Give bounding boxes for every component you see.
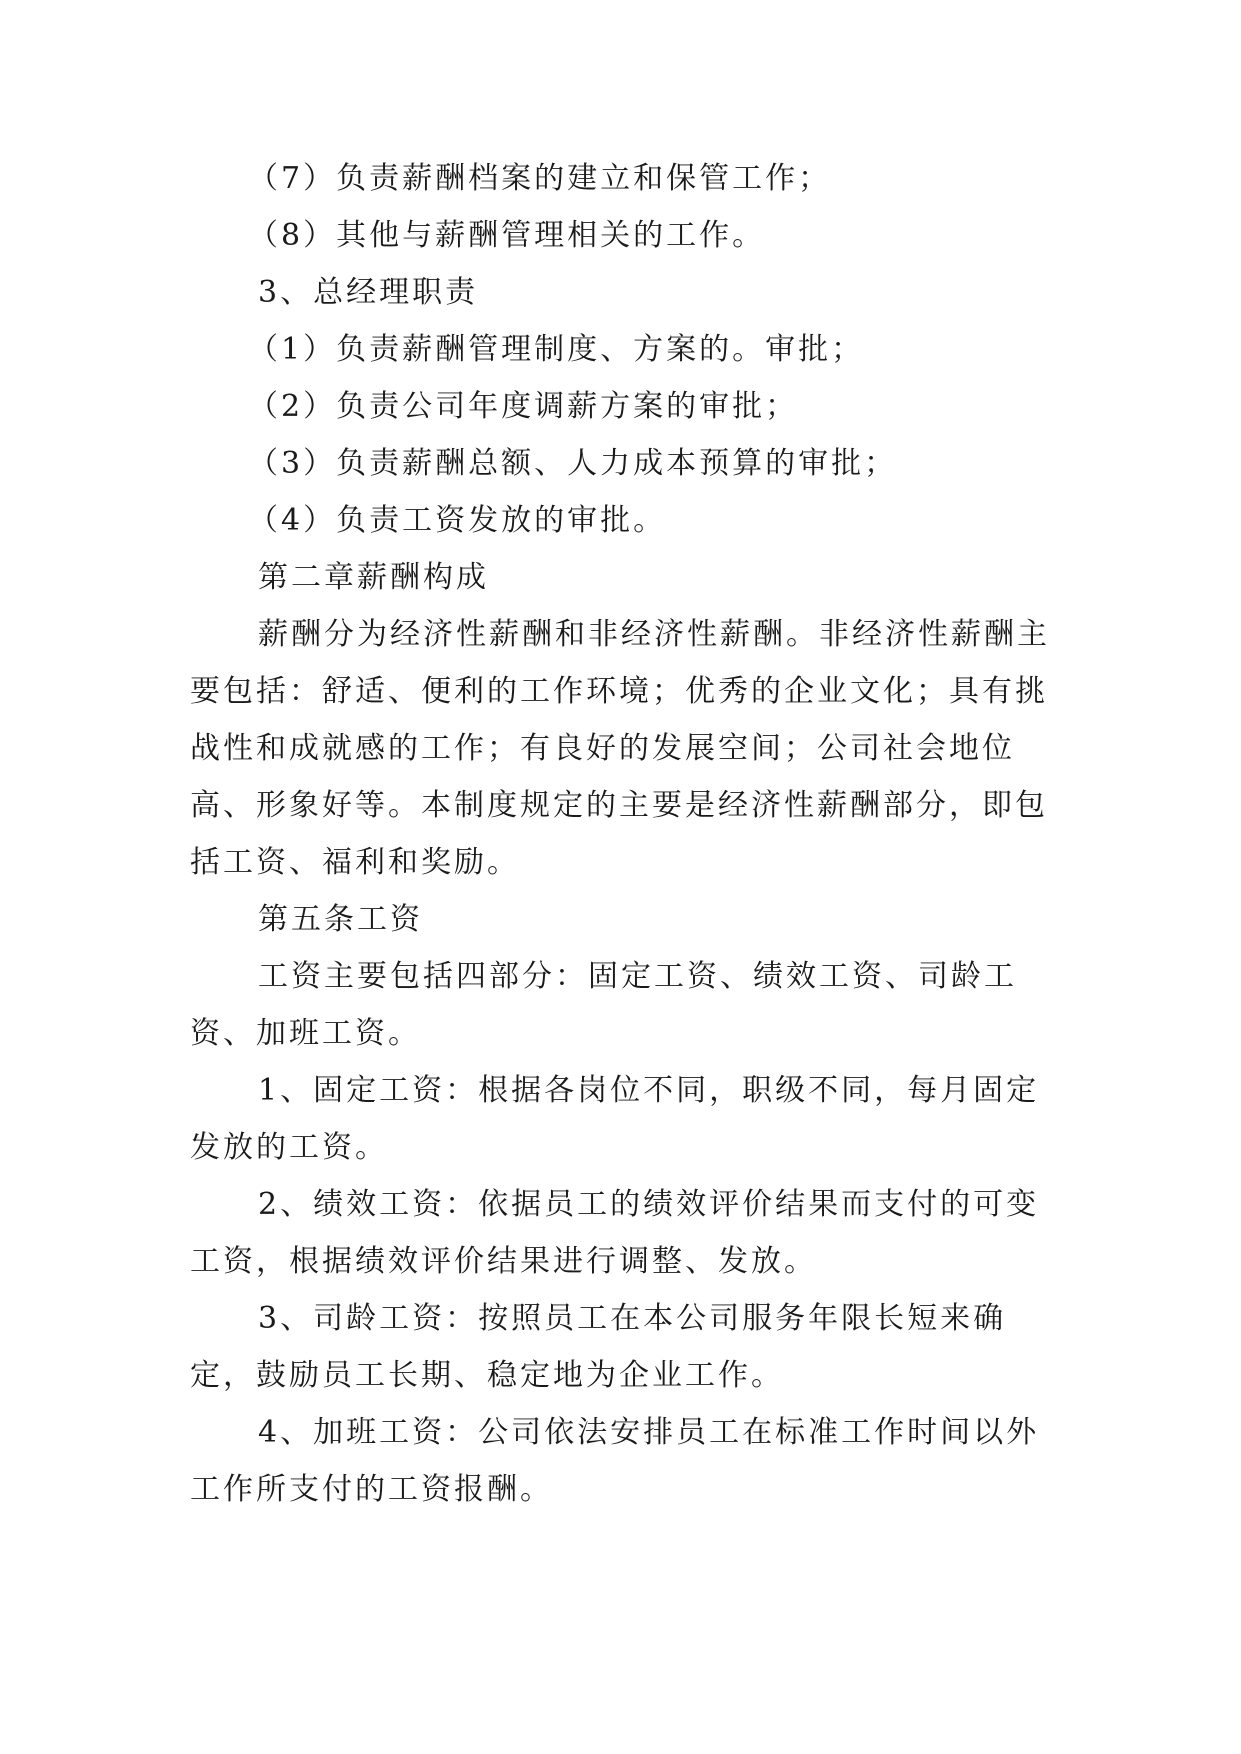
article-5-heading: 第五条工资	[258, 902, 423, 937]
performance-salary-paragraph: 2、绩效工资：依据员工的绩效评价结果而支付的可变工资，根据绩效评价结果进行调整、发放。	[190, 1187, 1040, 1279]
gm-item-4: （4）负责工资发放的审批。	[248, 503, 667, 538]
gm-item-1: （1）负责薪酬管理制度、方案的。审批；	[248, 332, 865, 367]
chapter-2-heading: 第二章薪酬构成	[258, 560, 489, 595]
gm-item-2: （2）负责公司年度调薪方案的审批；	[248, 389, 799, 424]
seniority-salary-paragraph: 3、司龄工资：按照员工在本公司服务年限长短来确定，鼓励员工长期、稳定地为企业工作。	[190, 1301, 1007, 1393]
overtime-salary-paragraph: 4、加班工资：公司依法安排员工在标准工作时间以外工作所支付的工资报酬。	[190, 1415, 1040, 1507]
salary-components-paragraph: 工资主要包括四部分：固定工资、绩效工资、司龄工资、加班工资。	[190, 959, 1017, 1051]
document-body	[190, 150, 1050, 1518]
item-7-archives: （7）负责薪酬档案的建立和保管工作；	[248, 161, 832, 196]
compensation-overview-paragraph: 薪酬分为经济性薪酬和非经济性薪酬。非经济性薪酬主要包括：舒适、便利的工作环境；优秀的企业文化；具有挑战性和成就感的工作；有良好的发展空间；公司社会地位高、形象好等。本制度规定的主要是经济性薪酬部分，即包括工资、福利和奖励。	[190, 617, 1050, 880]
section-gm-duties-heading: 3、总经理职责	[258, 275, 479, 310]
gm-item-3: （3）负责薪酬总额、人力成本预算的审批；	[248, 446, 898, 481]
fixed-salary-paragraph: 1、固定工资：根据各岗位不同，职级不同，每月固定发放的工资。	[190, 1073, 1040, 1165]
item-8-other: （8）其他与薪酬管理相关的工作。	[248, 218, 766, 253]
